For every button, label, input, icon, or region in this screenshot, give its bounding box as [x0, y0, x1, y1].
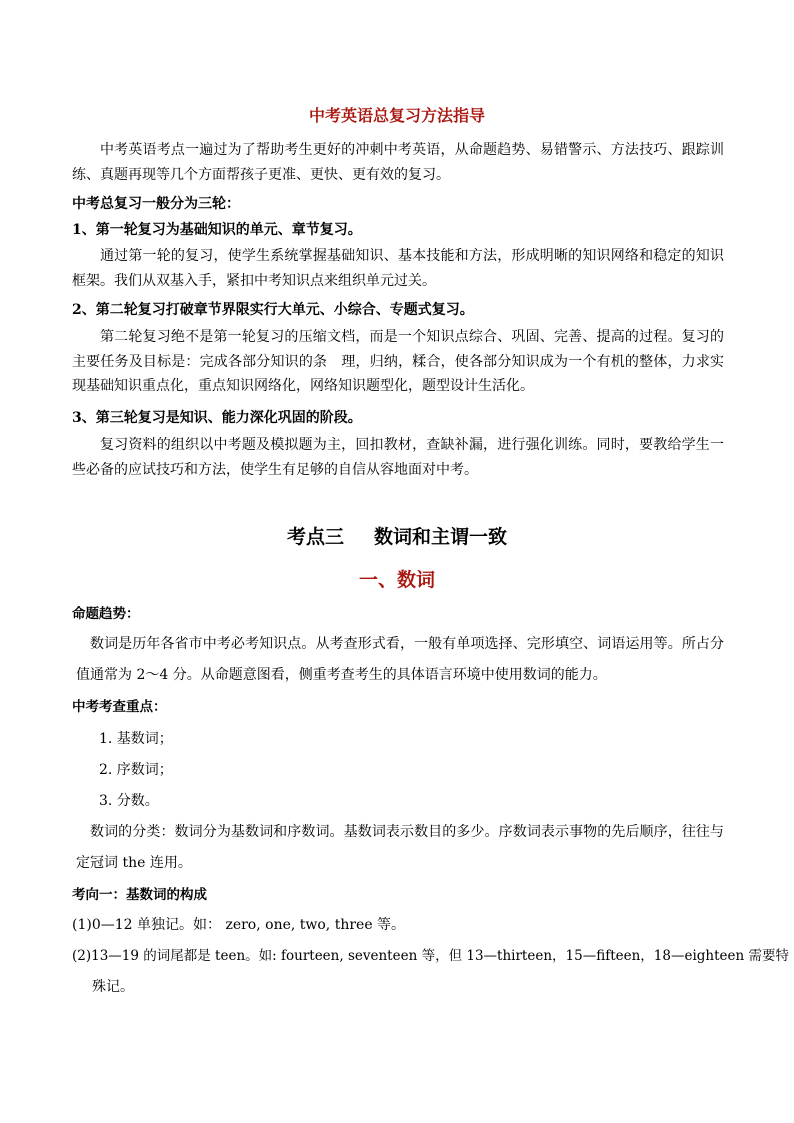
trend-label: 命题趋势：: [72, 606, 140, 622]
round1-heading: 1、第一轮复习为基础知识的单元、章节复习。: [72, 222, 362, 238]
round3-heading: 3、第三轮复习是知识、能力深化巩固的阶段。: [72, 410, 362, 426]
section-title-right: 数词和主谓一致: [374, 526, 508, 548]
section-title-left: 考点三: [286, 526, 344, 548]
round3-text: 复习资料的组织以中考题及模拟题为主，回扣教材，查缺补漏，进行强化训练。同时，要教给学生一些必备的应试技巧和方法，使学生有足够的自信从容地面对中考。: [72, 437, 724, 478]
focus-item-1: 1. 基数词；: [99, 731, 173, 747]
direction1-label: 考向一：基数词的构成: [72, 887, 207, 903]
classification-text: 数词的分类：数词分为基数词和序数词。基数词表示数目的多少。序数词表示事物的先后顺序，往往与定冠词 the 连用。: [76, 824, 724, 871]
rule-2-line1: (2)13—19 的词尾都是 teen。如: fourteen, seventeen 等，但 13—thirteen，15—fifteen，18—eighteen 需要特: [72, 948, 790, 964]
focus-label: 中考考查重点：: [72, 699, 167, 715]
round2-heading: 2、第二轮复习打破章节界限实行大单元、小综合、专题式复习。: [72, 302, 474, 318]
rule-2-line2: 殊记。: [92, 979, 134, 995]
focus-item-2: 2. 序数词；: [99, 762, 173, 778]
rule-1: (1)0—12 单独记。如： zero, one, two, three 等。: [72, 917, 406, 933]
section-title: [0, 522, 794, 549]
intro-paragraph: 中考英语考点一遍过为了帮助考生更好的冲刺中考英语，从命题趋势、易错警示、方法技巧、跟踪训练、真题再现等几个方面帮孩子更准、更快、更有效的复习。: [72, 142, 724, 183]
subsection-title: 一、数词: [358, 569, 435, 591]
rounds-heading: 中考总复习一般分为三轮：: [72, 196, 240, 212]
focus-item-3: 3. 分数。: [99, 793, 159, 809]
round2-text: 第二轮复习绝不是第一轮复习的压缩文档，而是一个知识点综合、巩固、完善、提高的过程。复习的主要任务及目标是：完成各部分知识的条 理，归纳，糅合，使各部分知识成为一个有机的整体，力求实现基础知识重点化，重点知识网络化，网络知识题型化，题型设计生活化。: [72, 329, 724, 394]
document-title: 中考英语总复习方法指导: [308, 106, 485, 125]
round1-text: 通过第一轮的复习，使学生系统掌握基础知识、基本技能和方法，形成明晰的知识网络和稳定的知识框架。我们从双基入手，紧扣中考知识点来组织单元过关。: [72, 248, 724, 289]
trend-text: 数词是历年各省市中考必考知识点。从考查形式看，一般有单项选择、完形填空、词语运用等。所占分值通常为 2～4 分。从命题意图看，侧重考查考生的具体语言环境中使用数词的能力。: [76, 636, 724, 683]
